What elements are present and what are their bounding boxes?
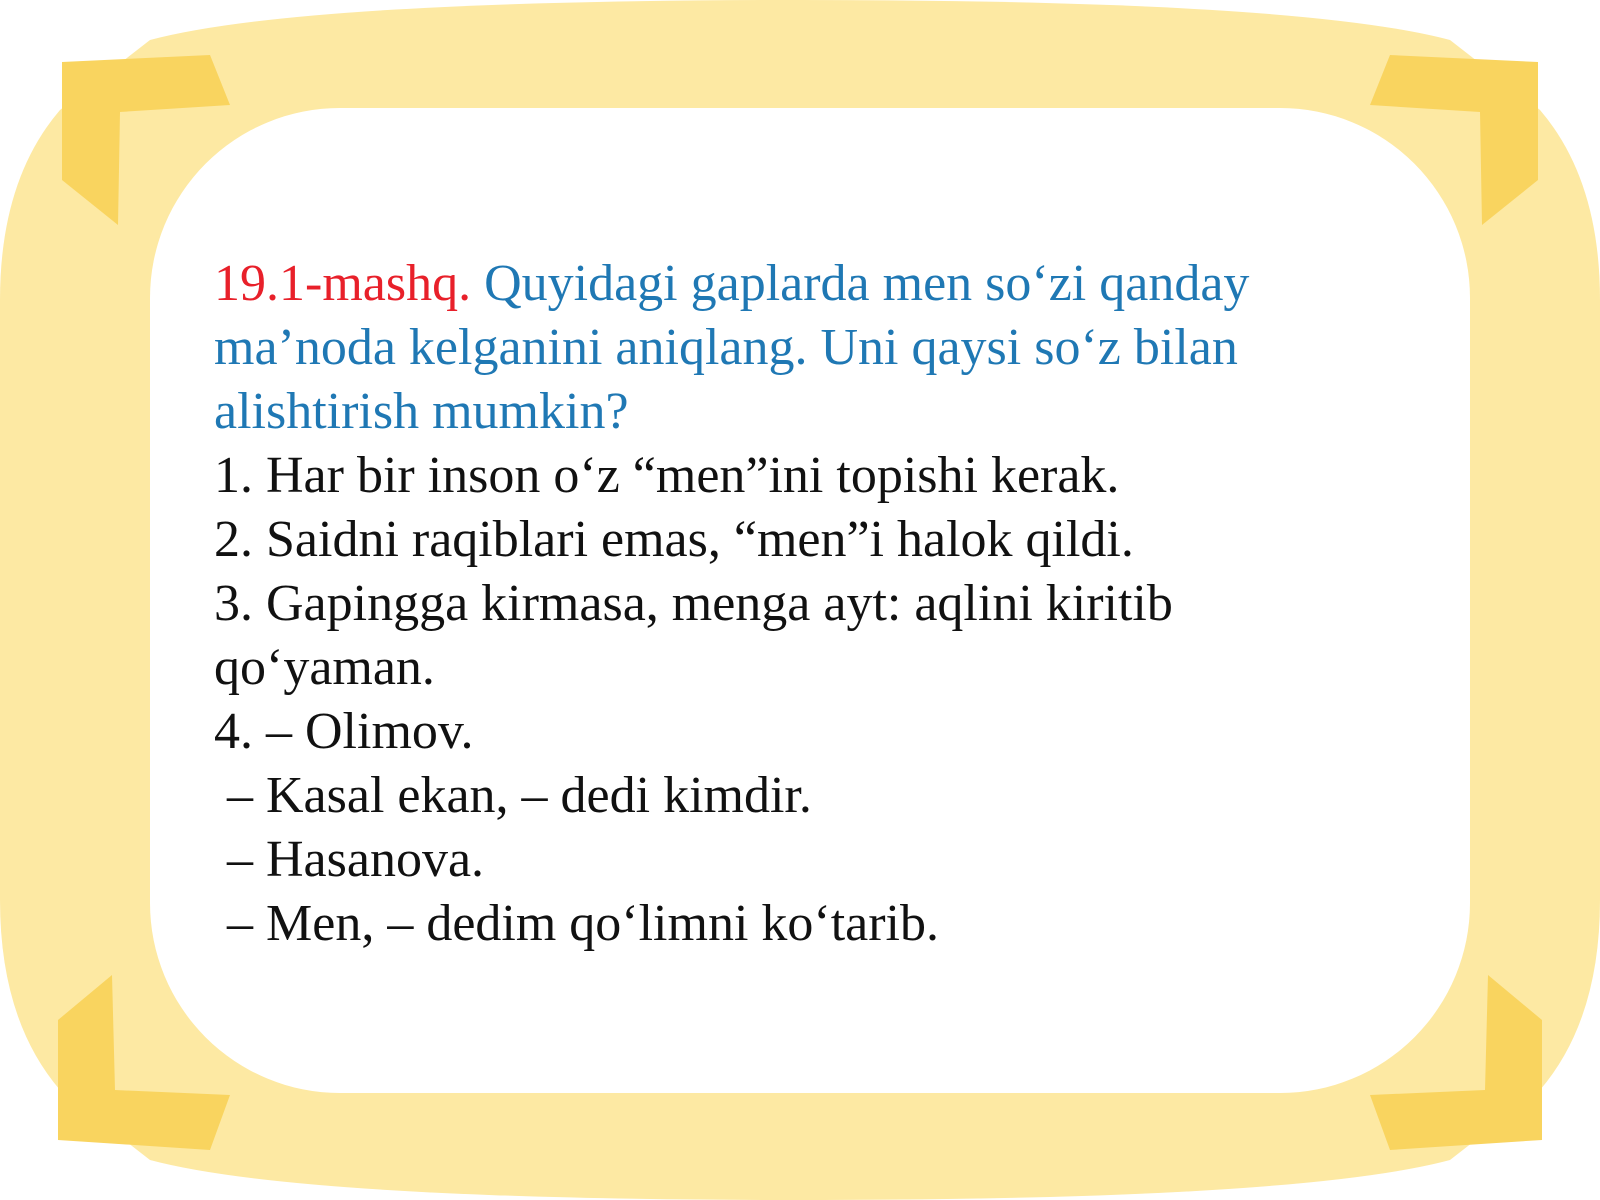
exercise-number: 19.1-mashq.	[214, 255, 472, 312]
exercise-heading	[214, 252, 1324, 444]
exercise-line-4: 4. – Olimov.	[214, 703, 474, 760]
exercise-instruction: Quyidagi gaplarda men so‘zi qanday ma’noda kelganini aniqlang. Uni qaysi so‘z bilan alishtirish mumkin?	[214, 255, 1250, 440]
dialogue-line-2: – Hasanova.	[214, 831, 485, 888]
dialogue-line-3: – Men, – dedim qo‘limni ko‘tarib.	[214, 895, 940, 952]
exercise-line-2: 2. Saidni raqiblari emas, “men”i halok qildi.	[214, 511, 1134, 568]
exercise-text	[214, 252, 1324, 956]
exercise-line-3-continued: qo‘yaman.	[214, 639, 435, 696]
exercise-line-3: 3. Gapingga kirmasa, menga ayt: aqlini kiritib	[214, 575, 1173, 632]
exercise-line-1: 1. Har bir inson o‘z “men”ini topishi kerak.	[214, 447, 1120, 504]
dialogue-line-1: – Kasal ekan, – dedi kimdir.	[214, 767, 812, 824]
